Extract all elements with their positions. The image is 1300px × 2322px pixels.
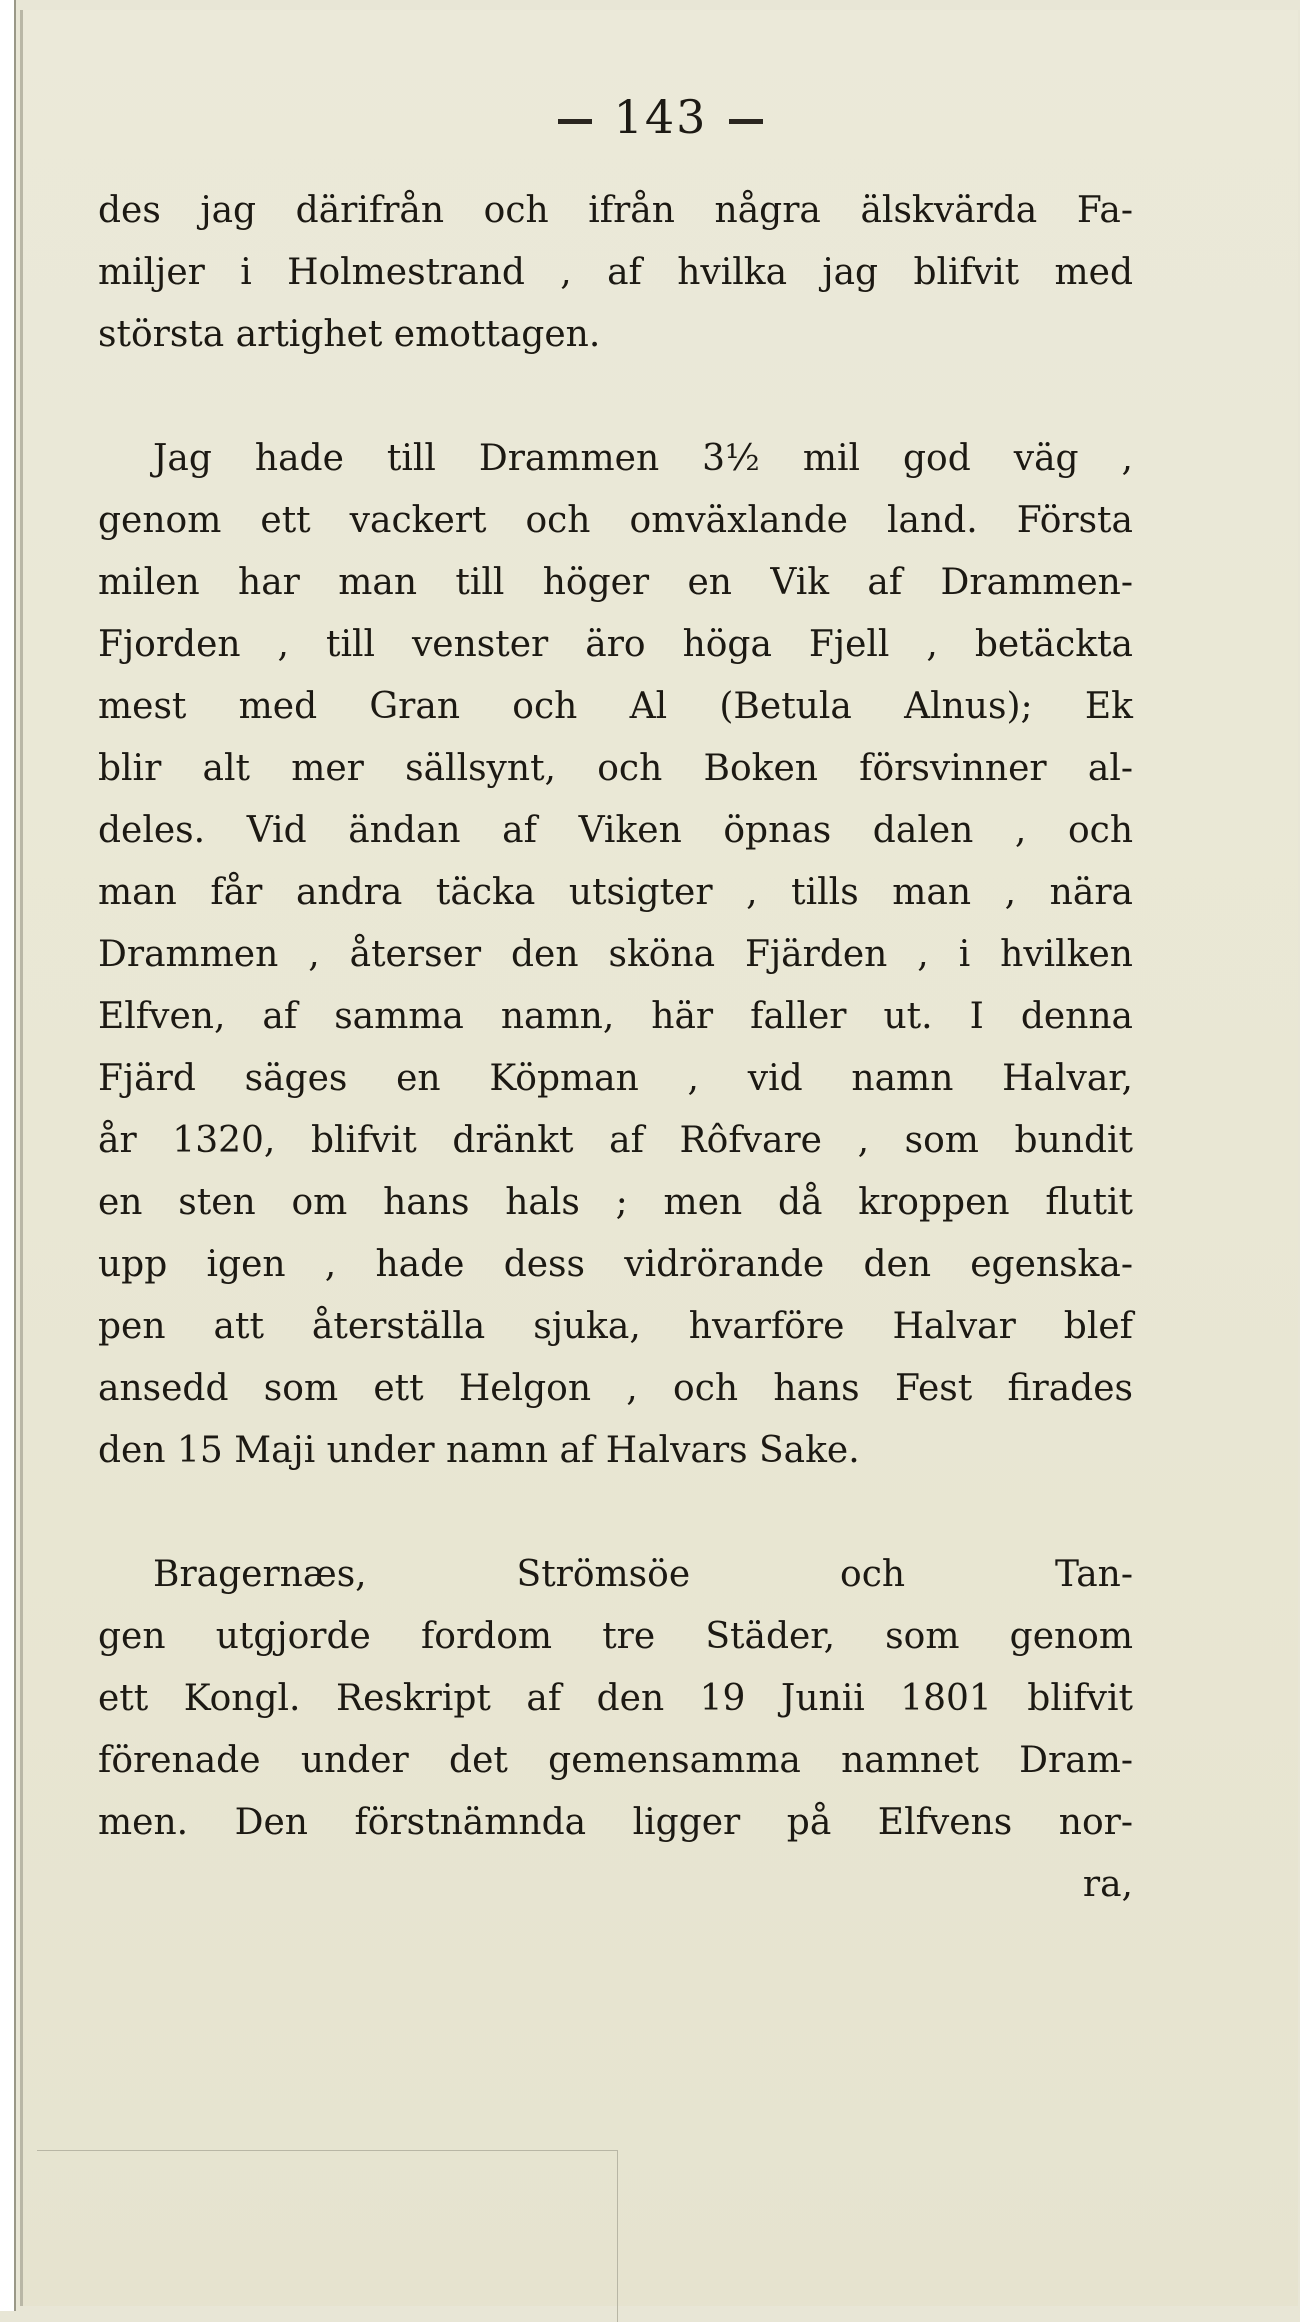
page-number: 143 — [613, 90, 708, 144]
paper-edge — [37, 2150, 618, 2322]
text-line: deles. Vid ändan af Viken öpnas dalen , och — [98, 810, 1133, 851]
paragraph-gap — [98, 366, 1133, 428]
text-line: den 15 Maji under namn af Halvars Sake. — [98, 1430, 860, 1471]
text-line: milen har man till höger en Vik af Drammen- — [98, 562, 1133, 603]
text-line: Fjärd säges en Köpman , vid namn Halvar, — [98, 1058, 1133, 1099]
text-line: Drammen , återser den sköna Fjärden , i hvilken — [98, 934, 1133, 975]
text-line: mest med Gran och Al (Betula Alnus); Ek — [98, 686, 1133, 727]
catchword: ra, — [1082, 1864, 1133, 1905]
text-line: miljer i Holmestrand , af hvilka jag blifvit med — [98, 252, 1133, 293]
header-dash-right — [729, 119, 763, 124]
header-dash-left — [558, 119, 592, 124]
text-line: år 1320, blifvit dränkt af Rôfvare , som bundit — [98, 1120, 1133, 1161]
text-line: gen utgjorde fordom tre Städer, som genom — [98, 1616, 1133, 1657]
text-line: största artighet emottagen. — [98, 314, 601, 355]
text-line: men. Den förstnämnda ligger på Elfvens nor- — [98, 1802, 1133, 1843]
text-line: blir alt mer sällsynt, och Boken försvinner al- — [98, 748, 1133, 789]
body-text — [98, 180, 1133, 1916]
book-page — [20, 10, 1298, 2306]
text-line: pen att återställa sjuka, hvarföre Halvar blef — [98, 1306, 1133, 1347]
text-line: upp igen , hade dess vidrörande den egenska- — [98, 1244, 1133, 1285]
paragraph-gap — [98, 1482, 1133, 1544]
text-line: Elfven, af samma namn, här faller ut. I denna — [98, 996, 1133, 1037]
text-line: ett Kongl. Reskript af den 19 Junii 1801 blifvit — [98, 1678, 1133, 1719]
text-line: förenade under det gemensamma namnet Dram- — [98, 1740, 1133, 1781]
text-line: des jag därifrån och ifrån några älskvärda Fa- — [98, 190, 1133, 231]
text-line: man får andra täcka utsigter , tills man , nära — [98, 872, 1133, 913]
text-line: Bragernæs, Strömsöe och Tan- — [153, 1554, 1133, 1595]
text-line: ansedd som ett Helgon , och hans Fest firades — [98, 1368, 1133, 1409]
scan-margin — [0, 0, 16, 2311]
text-line: Jag hade till Drammen 3½ mil god väg , — [153, 438, 1133, 479]
text-line: Fjorden , till venster äro höga Fjell , betäckta — [98, 624, 1133, 665]
page-header — [23, 90, 1298, 144]
text-line: genom ett vackert och omväxlande land. Första — [98, 500, 1133, 541]
text-line: en sten om hans hals ; men då kroppen flutit — [98, 1182, 1133, 1223]
